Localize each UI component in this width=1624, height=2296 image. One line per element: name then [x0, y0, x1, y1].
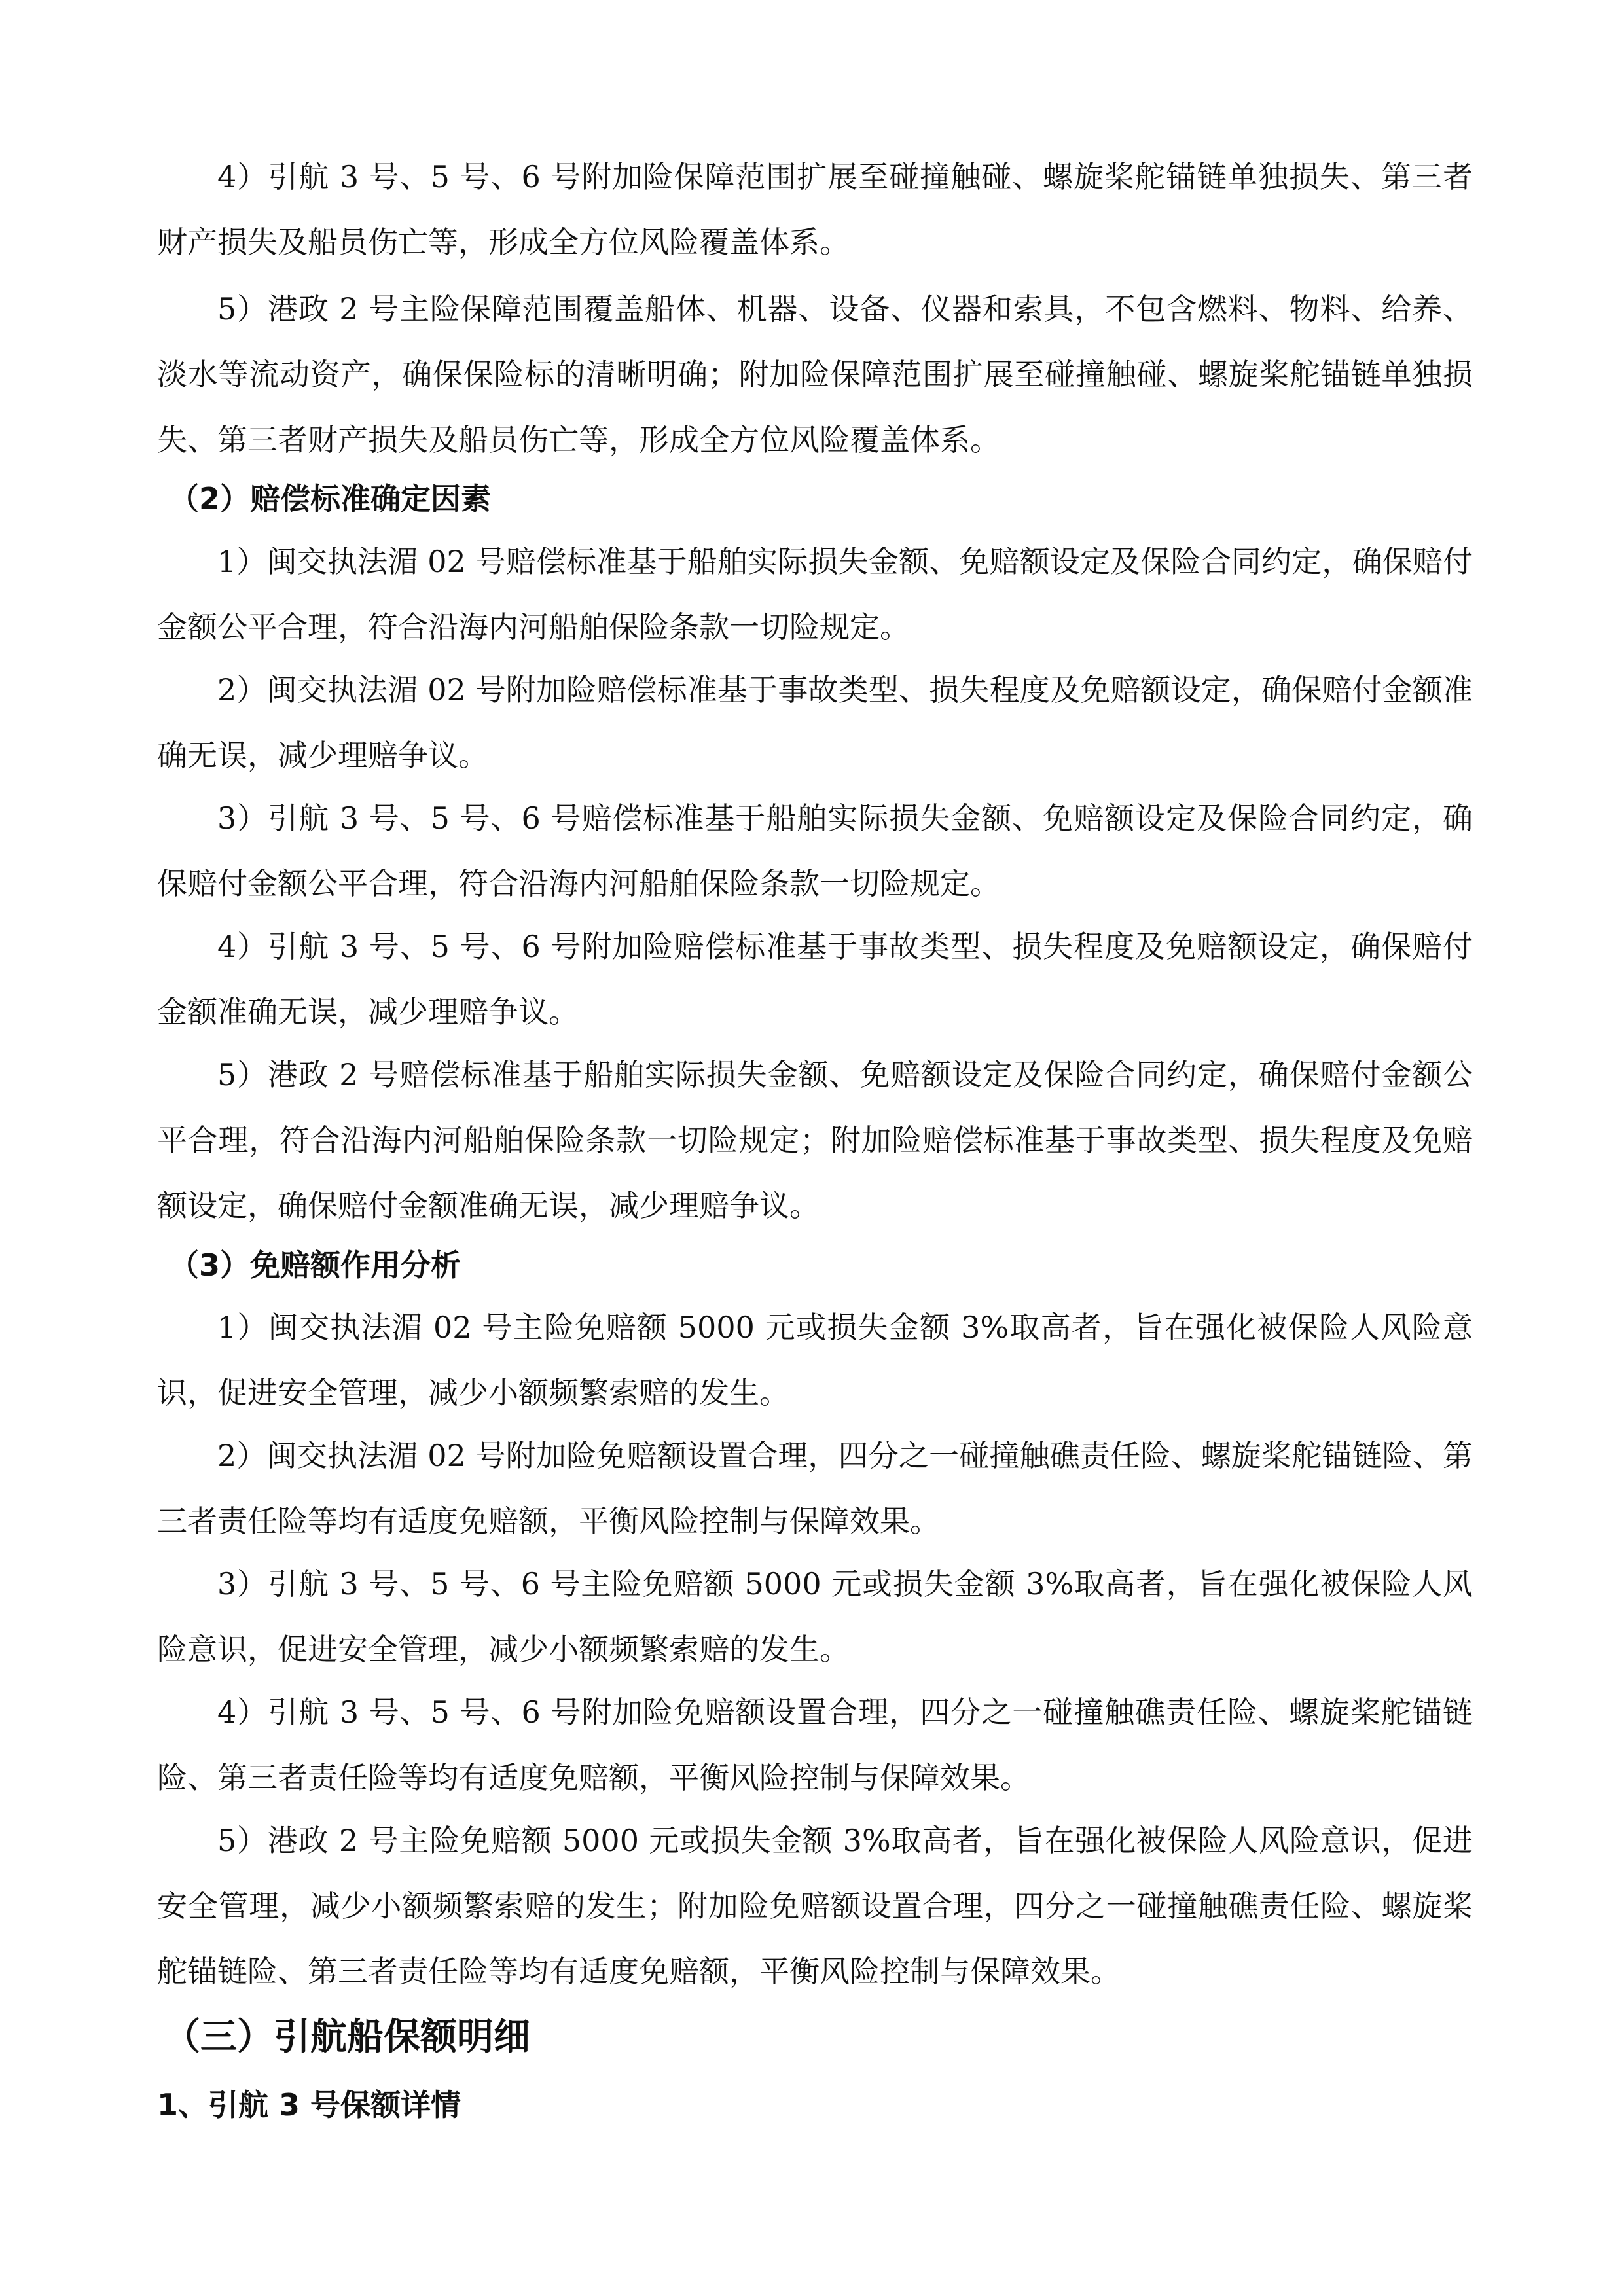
paragraph-deductible-1: 1）闽交执法湄 02 号主险免赔额 5000 元或损失金额 3%取高者，旨在强化被保险人风险意识，促进安全管理，减少小额频繁索赔的发生。 — [157, 1310, 1473, 1410]
paragraph-deductible-3: 3）引航 3 号、5 号、6 号主险免赔额 5000 元或损失金额 3%取高者，旨在强化被保险人风险意识，促进安全管理，减少小额频繁索赔的发生。 — [157, 1566, 1473, 1667]
paragraph-deductible-4: 4）引航 3 号、5 号、6 号附加险免赔额设置合理，四分之一碰撞触礁责任险、螺旋桨舵锚链险、第三者责任险等均有适度免赔额，平衡风险控制与保障效果。 — [157, 1695, 1473, 1795]
heading-section-three: （三）引航船保额明细 — [164, 2016, 530, 2058]
paragraph-coverage-5: 5）港政 2 号主险保障范围覆盖船体、机器、设备、仪器和索具，不包含燃料、物料、给养、淡水等流动资产，确保保险标的清晰明确；附加险保障范围扩展至碰撞触碰、螺旋桨舵锚链单独损失、第三者财产损失及船员伤亡等，形成全方位风险覆盖体系。 — [157, 291, 1473, 457]
heading-deductible-analysis: （3）免赔额作用分析 — [169, 1247, 461, 1283]
paragraph-compensation-2: 2）闽交执法湄 02 号附加险赔偿标准基于事故类型、损失程度及免赔额设定，确保赔付金额准确无误，减少理赔争议。 — [157, 672, 1473, 773]
paragraph-compensation-1: 1）闽交执法湄 02 号赔偿标准基于船舶实际损失金额、免赔额设定及保险合同约定，确保赔付金额公平合理，符合沿海内河船舶保险条款一切险规定。 — [157, 544, 1473, 645]
paragraph-compensation-5: 5）港政 2 号赔偿标准基于船舶实际损失金额、免赔额设定及保险合同约定，确保赔付金额公平合理，符合沿海内河船舶保险条款一切险规定；附加险赔偿标准基于事故类型、损失程度及免赔额设定，确保赔付金额准确无误，减少理赔争议。 — [157, 1057, 1473, 1223]
paragraph-compensation-4: 4）引航 3 号、5 号、6 号附加险赔偿标准基于事故类型、损失程度及免赔额设定，确保赔付金额准确无误，减少理赔争议。 — [157, 929, 1473, 1030]
paragraph-deductible-2: 2）闽交执法湄 02 号附加险免赔额设置合理，四分之一碰撞触礁责任险、螺旋桨舵锚链险、第三者责任险等均有适度免赔额，平衡风险控制与保障效果。 — [157, 1438, 1473, 1539]
heading-compensation-factors: （2）赔偿标准确定因素 — [169, 481, 492, 516]
paragraph-compensation-3: 3）引航 3 号、5 号、6 号赔偿标准基于船舶实际损失金额、免赔额设定及保险合同约定，确保赔付金额公平合理，符合沿海内河船舶保险条款一切险规定。 — [157, 800, 1473, 901]
paragraph-deductible-5: 5）港政 2 号主险免赔额 5000 元或损失金额 3%取高者，旨在强化被保险人风险意识，促进安全管理，减少小额频繁索赔的发生；附加险免赔额设置合理，四分之一碰撞触礁责任险、螺旋桨舵锚链险、第三者责任险等均有适度免赔额，平衡风险控制与保障效果。 — [157, 1823, 1473, 1989]
heading-item-one: 1、引航 3 号保额详情 — [157, 2087, 461, 2123]
paragraph-coverage-4: 4）引航 3 号、5 号、6 号附加险保障范围扩展至碰撞触碰、螺旋桨舵锚链单独损失、第三者财产损失及船员伤亡等，形成全方位风险覆盖体系。 — [157, 159, 1473, 260]
